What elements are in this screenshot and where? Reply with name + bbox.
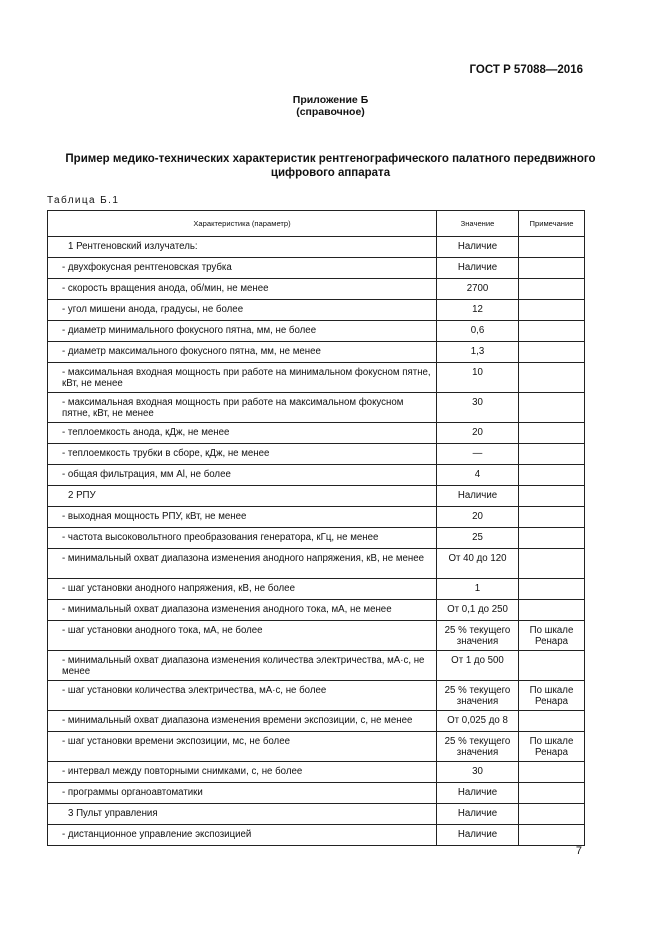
note-cell (519, 651, 585, 681)
value-cell: 4 (437, 465, 519, 486)
parameter-cell: - выходная мощность РПУ, кВт, не менее (48, 507, 437, 528)
table-row (48, 321, 585, 342)
appendix-title: Приложение Б (292, 94, 369, 106)
parameter-cell: - теплоемкость анода, кДж, не менее (48, 423, 437, 444)
note-cell (519, 423, 585, 444)
value-cell: — (437, 444, 519, 465)
note-cell (519, 363, 585, 393)
parameter-cell: 2 РПУ (48, 486, 437, 507)
table-row (48, 444, 585, 465)
value-cell: 20 (437, 423, 519, 444)
parameter-cell: - шаг установки времени экспозиции, мс, не более (48, 732, 437, 762)
value-cell: 25 (437, 528, 519, 549)
table-row (48, 507, 585, 528)
table-row (48, 279, 585, 300)
parameter-cell: - общая фильтрация, мм Al, не более (48, 465, 437, 486)
value-cell: 2700 (437, 279, 519, 300)
table-row (48, 528, 585, 549)
table-row (48, 621, 585, 651)
parameter-cell: - интервал между повторными снимками, с, не более (48, 762, 437, 783)
page-number: 7 (575, 845, 582, 857)
table-row (48, 423, 585, 444)
parameter-cell: - максимальная входная мощность при работе на максимальном фокусном пятне, кВт, не менее (48, 393, 437, 423)
value-cell: От 40 до 120 (437, 549, 519, 579)
parameter-cell: - минимальный охват диапазона изменения анодного тока, мА, не менее (48, 600, 437, 621)
standard-number: ГОСТ Р 57088—2016 (469, 64, 583, 76)
value-cell: Наличие (437, 825, 519, 846)
parameter-cell: - минимальный охват диапазона изменения времени экспозиции, с, не менее (48, 711, 437, 732)
parameter-cell: - диаметр максимального фокусного пятна, мм, не менее (48, 342, 437, 363)
table-row (48, 237, 585, 258)
note-cell (519, 507, 585, 528)
column-header-parameter: Характеристика (параметр) (48, 211, 437, 237)
appendix-note: (справочное) (296, 106, 365, 118)
parameter-cell: - двухфокусная рентгеновская трубка (48, 258, 437, 279)
note-cell (519, 342, 585, 363)
note-cell (519, 393, 585, 423)
parameter-cell: - максимальная входная мощность при работе на минимальном фокусном пятне, кВт, не менее (48, 363, 437, 393)
column-header-value: Значение (437, 211, 519, 237)
table-row (48, 579, 585, 600)
table-row (48, 300, 585, 321)
value-cell: 30 (437, 762, 519, 783)
table-row (48, 342, 585, 363)
table-row (48, 549, 585, 579)
parameter-cell: 3 Пульт управления (48, 804, 437, 825)
table-row (48, 681, 585, 711)
value-cell: 25 % текущего значения (437, 681, 519, 711)
value-cell: 25 % текущего значения (437, 732, 519, 762)
note-cell (519, 465, 585, 486)
parameter-cell: - диаметр минимального фокусного пятна, мм, не более (48, 321, 437, 342)
parameter-cell: - скорость вращения анода, об/мин, не менее (48, 279, 437, 300)
note-cell (519, 783, 585, 804)
value-cell: От 0,1 до 250 (437, 600, 519, 621)
note-cell (519, 804, 585, 825)
note-cell (519, 486, 585, 507)
table-row (48, 486, 585, 507)
table-header-row (48, 211, 585, 237)
column-header-note: Примечание (519, 211, 585, 237)
appendix-heading (0, 94, 661, 118)
parameter-cell: - шаг установки анодного тока, мА, не более (48, 621, 437, 651)
value-cell: Наличие (437, 783, 519, 804)
table-row (48, 783, 585, 804)
parameter-cell: - программы органоавтоматики (48, 783, 437, 804)
parameter-cell: - угол мишени анода, градусы, не более (48, 300, 437, 321)
note-cell (519, 237, 585, 258)
note-cell (519, 711, 585, 732)
parameter-cell: - дистанционное управление экспозицией (48, 825, 437, 846)
document-title: Пример медико-технических характеристик рентгенографического палатного передвижного цифрового аппарата (65, 153, 596, 179)
table-row (48, 393, 585, 423)
value-cell: 10 (437, 363, 519, 393)
table-row (48, 711, 585, 732)
note-cell (519, 600, 585, 621)
note-cell (519, 549, 585, 579)
value-cell: 1 (437, 579, 519, 600)
note-cell: По шкале Ренара (519, 681, 585, 711)
parameter-cell: - частота высоковольтного преобразования генератора, кГц, не менее (48, 528, 437, 549)
table-row (48, 825, 585, 846)
note-cell (519, 321, 585, 342)
table-row (48, 732, 585, 762)
value-cell: Наличие (437, 486, 519, 507)
note-cell (519, 258, 585, 279)
parameter-cell: 1 Рентгеновский излучатель: (48, 237, 437, 258)
note-cell (519, 579, 585, 600)
value-cell: 25 % текущего значения (437, 621, 519, 651)
parameter-cell: - шаг установки анодного напряжения, кВ, не более (48, 579, 437, 600)
value-cell: От 0,025 до 8 (437, 711, 519, 732)
characteristics-table (47, 210, 585, 846)
note-cell: По шкале Ренара (519, 732, 585, 762)
table-row (48, 465, 585, 486)
value-cell: Наличие (437, 258, 519, 279)
table-row (48, 762, 585, 783)
value-cell: Наличие (437, 804, 519, 825)
value-cell: 30 (437, 393, 519, 423)
note-cell (519, 444, 585, 465)
table-body (48, 237, 585, 846)
note-cell (519, 528, 585, 549)
value-cell: 1,3 (437, 342, 519, 363)
note-cell: По шкале Ренара (519, 621, 585, 651)
note-cell (519, 762, 585, 783)
value-cell: От 1 до 500 (437, 651, 519, 681)
parameter-cell: - минимальный охват диапазона изменения количества электричества, мА·с, не менее (48, 651, 437, 681)
table-label: Таблица Б.1 (47, 195, 120, 206)
table-row (48, 363, 585, 393)
table-row (48, 258, 585, 279)
parameter-cell: - теплоемкость трубки в сборе, кДж, не менее (48, 444, 437, 465)
parameter-cell: - шаг установки количества электричества, мА·с, не более (48, 681, 437, 711)
table-row (48, 804, 585, 825)
note-cell (519, 279, 585, 300)
value-cell: Наличие (437, 237, 519, 258)
note-cell (519, 300, 585, 321)
table-row (48, 600, 585, 621)
value-cell: 20 (437, 507, 519, 528)
table-row (48, 651, 585, 681)
value-cell: 12 (437, 300, 519, 321)
note-cell (519, 825, 585, 846)
value-cell: 0,6 (437, 321, 519, 342)
parameter-cell: - минимальный охват диапазона изменения анодного напряжения, кВ, не менее (48, 549, 437, 579)
